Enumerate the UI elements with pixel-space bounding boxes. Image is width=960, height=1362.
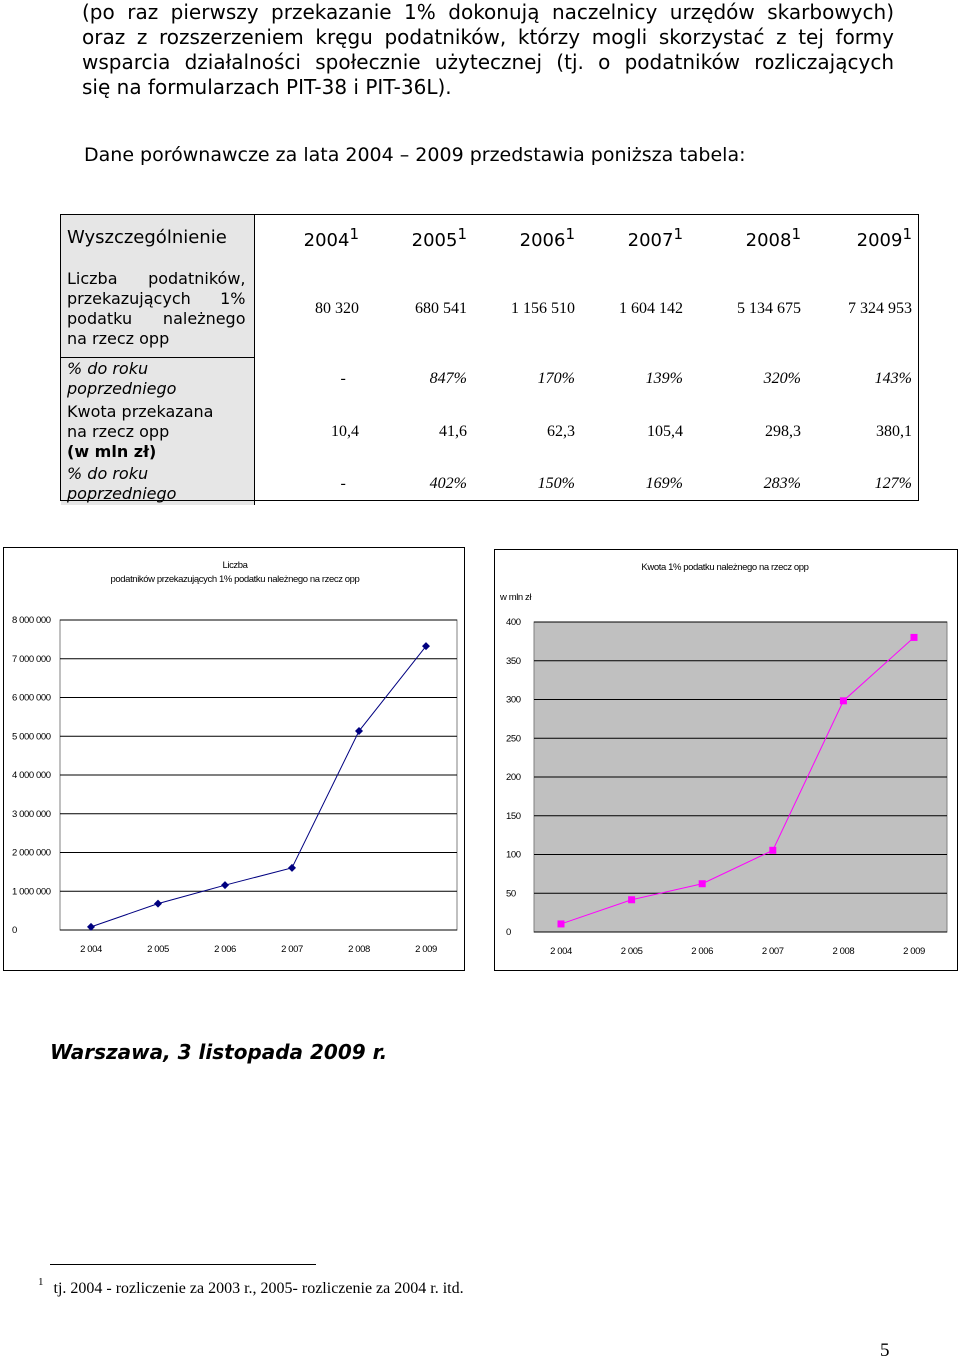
x-tick-label: 2 009: [903, 946, 925, 957]
intro-line: wsparcia działalności społecznie użytecznej (tj. o podatników rozliczających: [82, 50, 894, 74]
x-tick-label: 2 009: [415, 944, 437, 955]
y-tick-label: 300: [506, 694, 521, 706]
table-cell: 150%: [537, 475, 575, 492]
page-number: 5: [880, 1340, 890, 1361]
x-tick-label: 2 005: [620, 946, 643, 957]
y-tick-label: 4 000 000: [12, 770, 51, 781]
row-label: % do roku poprzedniego: [61, 357, 254, 401]
comparison-table: [61, 215, 919, 505]
table-cell: 170%: [537, 370, 575, 387]
year-header: 2008$^1$: [745, 225, 801, 251]
closing-place-date: Warszawa, 3 listopada 2009 r.: [50, 1040, 388, 1064]
table-cell: 380,1: [876, 423, 912, 440]
table-header-label: Wyszczególnienie: [61, 215, 254, 261]
y-tick-label: 6 000 000: [12, 692, 51, 704]
table-row: [61, 261, 918, 357]
y-tick-label: 50: [506, 888, 516, 900]
table-cell: 127%: [874, 475, 912, 492]
row-label: Liczba podatników, przekazujących 1% podatku należnego na rzecz opp: [61, 261, 254, 357]
table-cell: 402%: [429, 475, 467, 492]
intro-line: (po raz pierwszy przekazanie 1% dokonują naczelnicy urzędów skarbowych): [82, 0, 894, 24]
y-tick-label: 350: [506, 655, 521, 667]
data-point: [558, 920, 565, 927]
table-cell: 1 604 142: [619, 300, 683, 317]
y-tick-label: 2 000 000: [12, 847, 51, 859]
table-cell: 283%: [763, 475, 801, 492]
year-header: 2006$^1$: [519, 225, 575, 251]
table-cell: 7 324 953: [848, 300, 912, 317]
table-row: [61, 463, 918, 505]
table-cell: 298,3: [765, 423, 801, 440]
year-header: 2005$^1$: [411, 225, 467, 251]
table-cell: 320%: [763, 370, 801, 387]
data-point: [840, 697, 847, 704]
y-tick-label: 5 000 000: [12, 731, 51, 743]
y-tick-label: 150: [506, 810, 521, 822]
series-line: [91, 646, 426, 927]
table-cell: 105,4: [647, 423, 683, 440]
y-tick-label: 0: [12, 925, 17, 936]
row-label: Kwota przekazana na rzecz opp (w mln zł): [61, 401, 254, 463]
x-tick-label: 2 006: [214, 944, 236, 955]
intro-line: oraz z rozszerzeniem kręgu podatników, którzy mogli skorzystać z tej formy: [82, 25, 894, 49]
y-tick-label: 0: [506, 927, 511, 938]
table-cell: 1 156 510: [511, 300, 575, 317]
table-cell: 80 320: [315, 300, 359, 317]
year-header: 2004$^1$: [303, 225, 359, 251]
footnote: $^1$ tj. 2004 - rozliczenie za 2003 r., 2005- rozliczenie za 2004 r. itd.: [38, 1276, 464, 1297]
data-point: [699, 880, 706, 887]
data-point: [154, 900, 162, 908]
x-tick-label: 2 007: [281, 944, 303, 955]
lead-sentence: Dane porównawcze za lata 2004 – 2009 przedstawia poniższa tabela:: [84, 144, 746, 166]
data-point: [288, 864, 296, 872]
table-row: [61, 401, 918, 463]
y-tick-label: 250: [506, 733, 521, 745]
table-cell: 169%: [645, 475, 683, 492]
x-tick-label: 2 007: [761, 946, 784, 957]
y-tick-label: 7 000 000: [12, 653, 51, 665]
x-tick-label: 2 004: [80, 944, 102, 955]
intro-paragraph: [82, 0, 894, 100]
y-tick-label: 8 000 000: [12, 615, 51, 626]
table-cell: 41,6: [439, 423, 467, 440]
chart-taxpayers-title: Liczba podatników przekazujących 1% podatku należnego na rzecz opp: [110, 560, 360, 585]
chart-taxpayers: [0, 600, 470, 970]
table-cell: 680 541: [415, 300, 467, 317]
chart-amount-title: Kwota 1% podatku należnego na rzecz opp: [641, 562, 809, 573]
y-tick-label: 3 000 000: [12, 808, 51, 820]
y-tick-label: 200: [506, 772, 521, 783]
chart-amount: [494, 600, 960, 970]
x-tick-label: 2 004: [550, 946, 572, 957]
table-cell: 847%: [429, 370, 467, 387]
x-tick-label: 2 008: [348, 944, 370, 955]
data-point: [221, 881, 229, 889]
table-header-row: [61, 215, 918, 261]
table-cell: 62,3: [547, 423, 575, 440]
table-cell: 10,4: [331, 423, 359, 440]
data-point: [628, 896, 635, 903]
table-cell: 139%: [645, 370, 683, 387]
y-tick-label: 100: [506, 849, 521, 861]
y-tick-label: 1 000 000: [12, 886, 51, 898]
data-point: [911, 634, 918, 641]
y-tick-label: 400: [506, 617, 521, 628]
data-point: [769, 847, 776, 854]
intro-line: się na formularzach PIT-38 i PIT-36L).: [82, 75, 452, 99]
table-cell: 5 134 675: [737, 300, 801, 317]
table-cell: 143%: [874, 370, 912, 387]
chart-amount-ylabel: w mln zł: [500, 592, 532, 603]
table-cell: -: [340, 475, 346, 492]
footnote-separator: [50, 1264, 316, 1265]
year-header: 2007$^1$: [627, 225, 683, 251]
year-header: 2009$^1$: [856, 225, 912, 251]
row-label: % do roku poprzedniego: [61, 463, 254, 505]
x-tick-label: 2 008: [832, 946, 855, 957]
table-row: [61, 357, 918, 401]
table-cell: -: [340, 370, 346, 387]
x-tick-label: 2 006: [691, 946, 714, 957]
x-tick-label: 2 005: [147, 944, 169, 955]
